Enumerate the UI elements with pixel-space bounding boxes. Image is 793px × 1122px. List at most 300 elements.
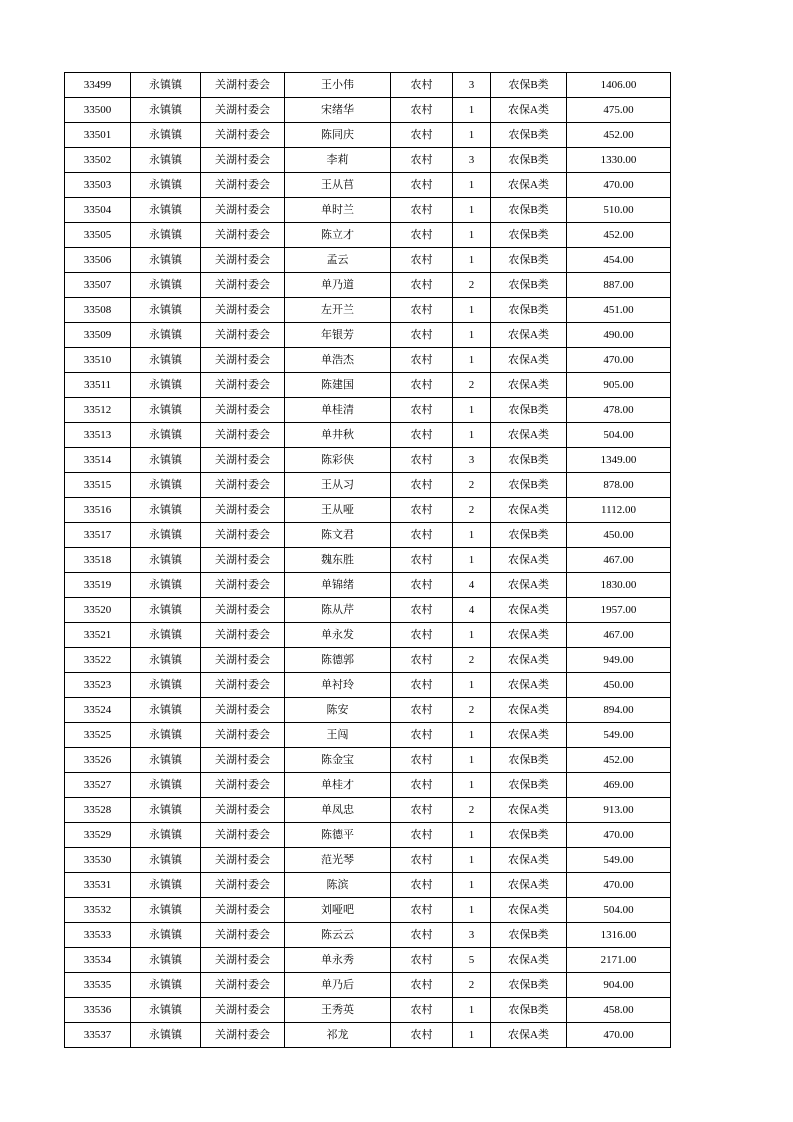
cell-insurance-type: 农保A类 xyxy=(491,598,567,623)
cell-person-count: 2 xyxy=(453,473,491,498)
table-row xyxy=(65,948,671,973)
cell-insurance-type: 农保B类 xyxy=(491,273,567,298)
cell-town: 永镇镇 xyxy=(131,673,201,698)
cell-record-id: 33529 xyxy=(65,823,131,848)
cell-residence-type: 农村 xyxy=(391,98,453,123)
cell-person-count: 1 xyxy=(453,748,491,773)
cell-town: 永镇镇 xyxy=(131,623,201,648)
cell-record-id: 33513 xyxy=(65,423,131,448)
cell-insurance-type: 农保A类 xyxy=(491,548,567,573)
cell-town: 永镇镇 xyxy=(131,998,201,1023)
cell-residence-type: 农村 xyxy=(391,198,453,223)
cell-person-count: 2 xyxy=(453,273,491,298)
cell-person-count: 1 xyxy=(453,173,491,198)
cell-person-name: 王从苢 xyxy=(285,173,391,198)
table-row xyxy=(65,823,671,848)
cell-residence-type: 农村 xyxy=(391,148,453,173)
cell-record-id: 33509 xyxy=(65,323,131,348)
cell-person-count: 3 xyxy=(453,448,491,473)
cell-person-name: 王小伟 xyxy=(285,73,391,98)
cell-town: 永镇镇 xyxy=(131,723,201,748)
cell-person-name: 王从哑 xyxy=(285,498,391,523)
cell-person-name: 单浩杰 xyxy=(285,348,391,373)
cell-amount: 894.00 xyxy=(567,698,671,723)
cell-record-id: 33527 xyxy=(65,773,131,798)
cell-village-committee: 关湖村委会 xyxy=(201,73,285,98)
cell-person-count: 1 xyxy=(453,998,491,1023)
cell-person-name: 左开兰 xyxy=(285,298,391,323)
cell-village-committee: 关湖村委会 xyxy=(201,98,285,123)
table-row xyxy=(65,998,671,1023)
table-row xyxy=(65,373,671,398)
cell-record-id: 33500 xyxy=(65,98,131,123)
cell-residence-type: 农村 xyxy=(391,623,453,648)
cell-residence-type: 农村 xyxy=(391,123,453,148)
cell-residence-type: 农村 xyxy=(391,498,453,523)
cell-residence-type: 农村 xyxy=(391,398,453,423)
table-row xyxy=(65,973,671,998)
cell-residence-type: 农村 xyxy=(391,998,453,1023)
cell-residence-type: 农村 xyxy=(391,698,453,723)
cell-residence-type: 农村 xyxy=(391,923,453,948)
cell-person-name: 陈立才 xyxy=(285,223,391,248)
cell-village-committee: 关湖村委会 xyxy=(201,923,285,948)
cell-town: 永镇镇 xyxy=(131,823,201,848)
cell-town: 永镇镇 xyxy=(131,473,201,498)
cell-person-count: 1 xyxy=(453,1023,491,1048)
cell-person-name: 陈建国 xyxy=(285,373,391,398)
cell-record-id: 33511 xyxy=(65,373,131,398)
cell-person-name: 单衬玲 xyxy=(285,673,391,698)
cell-person-name: 宋绪华 xyxy=(285,98,391,123)
cell-insurance-type: 农保A类 xyxy=(491,698,567,723)
cell-person-name: 单锦绪 xyxy=(285,573,391,598)
cell-record-id: 33505 xyxy=(65,223,131,248)
cell-residence-type: 农村 xyxy=(391,548,453,573)
table-row xyxy=(65,723,671,748)
cell-town: 永镇镇 xyxy=(131,1023,201,1048)
cell-record-id: 33499 xyxy=(65,73,131,98)
cell-amount: 887.00 xyxy=(567,273,671,298)
cell-insurance-type: 农保B类 xyxy=(491,448,567,473)
cell-village-committee: 关湖村委会 xyxy=(201,398,285,423)
cell-insurance-type: 农保A类 xyxy=(491,498,567,523)
cell-person-count: 1 xyxy=(453,523,491,548)
cell-amount: 1330.00 xyxy=(567,148,671,173)
cell-person-count: 1 xyxy=(453,548,491,573)
cell-person-name: 陈安 xyxy=(285,698,391,723)
cell-person-name: 范光琴 xyxy=(285,848,391,873)
cell-insurance-type: 农保A类 xyxy=(491,798,567,823)
table-row xyxy=(65,548,671,573)
cell-village-committee: 关湖村委会 xyxy=(201,523,285,548)
cell-record-id: 33524 xyxy=(65,698,131,723)
cell-insurance-type: 农保B类 xyxy=(491,223,567,248)
cell-person-name: 单乃后 xyxy=(285,973,391,998)
table-row xyxy=(65,473,671,498)
cell-amount: 475.00 xyxy=(567,98,671,123)
cell-record-id: 33526 xyxy=(65,748,131,773)
cell-town: 永镇镇 xyxy=(131,798,201,823)
cell-amount: 504.00 xyxy=(567,898,671,923)
cell-person-count: 5 xyxy=(453,948,491,973)
cell-amount: 458.00 xyxy=(567,998,671,1023)
cell-record-id: 33531 xyxy=(65,873,131,898)
cell-record-id: 33514 xyxy=(65,448,131,473)
cell-amount: 2171.00 xyxy=(567,948,671,973)
cell-amount: 451.00 xyxy=(567,298,671,323)
cell-person-name: 单乃道 xyxy=(285,273,391,298)
cell-residence-type: 农村 xyxy=(391,1023,453,1048)
cell-person-name: 单凤忠 xyxy=(285,798,391,823)
cell-amount: 450.00 xyxy=(567,523,671,548)
cell-residence-type: 农村 xyxy=(391,648,453,673)
cell-insurance-type: 农保B类 xyxy=(491,823,567,848)
cell-town: 永镇镇 xyxy=(131,223,201,248)
cell-village-committee: 关湖村委会 xyxy=(201,848,285,873)
cell-town: 永镇镇 xyxy=(131,123,201,148)
table-row xyxy=(65,873,671,898)
cell-village-committee: 关湖村委会 xyxy=(201,148,285,173)
cell-insurance-type: 农保B类 xyxy=(491,923,567,948)
cell-village-committee: 关湖村委会 xyxy=(201,598,285,623)
cell-insurance-type: 农保B类 xyxy=(491,73,567,98)
table-row xyxy=(65,648,671,673)
cell-person-name: 陈彩侠 xyxy=(285,448,391,473)
cell-residence-type: 农村 xyxy=(391,348,453,373)
cell-person-count: 1 xyxy=(453,98,491,123)
cell-village-committee: 关湖村委会 xyxy=(201,248,285,273)
cell-person-name: 陈同庆 xyxy=(285,123,391,148)
cell-amount: 467.00 xyxy=(567,548,671,573)
cell-person-name: 王闯 xyxy=(285,723,391,748)
cell-town: 永镇镇 xyxy=(131,273,201,298)
cell-town: 永镇镇 xyxy=(131,498,201,523)
cell-amount: 490.00 xyxy=(567,323,671,348)
table-row xyxy=(65,1023,671,1048)
cell-insurance-type: 农保A类 xyxy=(491,173,567,198)
cell-town: 永镇镇 xyxy=(131,898,201,923)
cell-residence-type: 农村 xyxy=(391,873,453,898)
cell-residence-type: 农村 xyxy=(391,448,453,473)
table-row xyxy=(65,398,671,423)
cell-record-id: 33521 xyxy=(65,623,131,648)
cell-residence-type: 农村 xyxy=(391,373,453,398)
cell-person-name: 陈金宝 xyxy=(285,748,391,773)
cell-insurance-type: 农保A类 xyxy=(491,348,567,373)
cell-town: 永镇镇 xyxy=(131,248,201,273)
cell-record-id: 33512 xyxy=(65,398,131,423)
cell-record-id: 33525 xyxy=(65,723,131,748)
cell-village-committee: 关湖村委会 xyxy=(201,1023,285,1048)
cell-amount: 1316.00 xyxy=(567,923,671,948)
cell-person-count: 1 xyxy=(453,898,491,923)
cell-record-id: 33517 xyxy=(65,523,131,548)
cell-person-name: 孟云 xyxy=(285,248,391,273)
cell-person-count: 1 xyxy=(453,873,491,898)
cell-person-count: 1 xyxy=(453,323,491,348)
cell-record-id: 33533 xyxy=(65,923,131,948)
cell-record-id: 33520 xyxy=(65,598,131,623)
cell-residence-type: 农村 xyxy=(391,773,453,798)
cell-person-count: 4 xyxy=(453,598,491,623)
cell-village-committee: 关湖村委会 xyxy=(201,198,285,223)
cell-insurance-type: 农保B类 xyxy=(491,148,567,173)
cell-town: 永镇镇 xyxy=(131,73,201,98)
cell-town: 永镇镇 xyxy=(131,873,201,898)
cell-person-name: 刘哑吧 xyxy=(285,898,391,923)
cell-insurance-type: 农保B类 xyxy=(491,473,567,498)
cell-village-committee: 关湖村委会 xyxy=(201,773,285,798)
cell-village-committee: 关湖村委会 xyxy=(201,673,285,698)
cell-amount: 905.00 xyxy=(567,373,671,398)
cell-person-count: 2 xyxy=(453,648,491,673)
table-row xyxy=(65,348,671,373)
cell-person-count: 1 xyxy=(453,348,491,373)
cell-person-count: 2 xyxy=(453,373,491,398)
cell-residence-type: 农村 xyxy=(391,73,453,98)
cell-village-committee: 关湖村委会 xyxy=(201,123,285,148)
table-row xyxy=(65,923,671,948)
cell-person-name: 陈德郭 xyxy=(285,648,391,673)
cell-record-id: 33536 xyxy=(65,998,131,1023)
cell-village-committee: 关湖村委会 xyxy=(201,373,285,398)
cell-record-id: 33535 xyxy=(65,973,131,998)
cell-amount: 1112.00 xyxy=(567,498,671,523)
table-row xyxy=(65,273,671,298)
table-row xyxy=(65,198,671,223)
table-row xyxy=(65,98,671,123)
cell-person-name: 单桂清 xyxy=(285,398,391,423)
cell-person-name: 陈从芹 xyxy=(285,598,391,623)
table-row xyxy=(65,298,671,323)
cell-person-count: 2 xyxy=(453,973,491,998)
cell-village-committee: 关湖村委会 xyxy=(201,698,285,723)
cell-insurance-type: 农保A类 xyxy=(491,573,567,598)
cell-amount: 904.00 xyxy=(567,973,671,998)
cell-insurance-type: 农保A类 xyxy=(491,723,567,748)
cell-residence-type: 农村 xyxy=(391,248,453,273)
table-row xyxy=(65,598,671,623)
cell-person-count: 1 xyxy=(453,673,491,698)
cell-person-count: 1 xyxy=(453,248,491,273)
cell-record-id: 33507 xyxy=(65,273,131,298)
cell-amount: 549.00 xyxy=(567,848,671,873)
cell-person-count: 1 xyxy=(453,123,491,148)
cell-insurance-type: 农保A类 xyxy=(491,373,567,398)
cell-residence-type: 农村 xyxy=(391,748,453,773)
cell-village-committee: 关湖村委会 xyxy=(201,323,285,348)
cell-amount: 470.00 xyxy=(567,348,671,373)
cell-insurance-type: 农保B类 xyxy=(491,998,567,1023)
cell-village-committee: 关湖村委会 xyxy=(201,548,285,573)
cell-record-id: 33501 xyxy=(65,123,131,148)
cell-insurance-type: 农保A类 xyxy=(491,648,567,673)
cell-town: 永镇镇 xyxy=(131,448,201,473)
cell-village-committee: 关湖村委会 xyxy=(201,423,285,448)
cell-town: 永镇镇 xyxy=(131,698,201,723)
cell-insurance-type: 农保A类 xyxy=(491,898,567,923)
cell-person-count: 1 xyxy=(453,848,491,873)
cell-residence-type: 农村 xyxy=(391,673,453,698)
cell-village-committee: 关湖村委会 xyxy=(201,973,285,998)
cell-amount: 450.00 xyxy=(567,673,671,698)
table-row xyxy=(65,123,671,148)
table-row xyxy=(65,73,671,98)
table-row xyxy=(65,173,671,198)
table-row xyxy=(65,498,671,523)
cell-insurance-type: 农保A类 xyxy=(491,1023,567,1048)
cell-person-name: 陈文君 xyxy=(285,523,391,548)
cell-residence-type: 农村 xyxy=(391,173,453,198)
cell-amount: 452.00 xyxy=(567,223,671,248)
cell-record-id: 33532 xyxy=(65,898,131,923)
cell-town: 永镇镇 xyxy=(131,748,201,773)
cell-town: 永镇镇 xyxy=(131,348,201,373)
cell-record-id: 33522 xyxy=(65,648,131,673)
cell-town: 永镇镇 xyxy=(131,423,201,448)
cell-town: 永镇镇 xyxy=(131,923,201,948)
cell-person-count: 1 xyxy=(453,823,491,848)
cell-amount: 454.00 xyxy=(567,248,671,273)
table-row xyxy=(65,673,671,698)
cell-insurance-type: 农保B类 xyxy=(491,398,567,423)
cell-person-count: 3 xyxy=(453,73,491,98)
cell-residence-type: 农村 xyxy=(391,948,453,973)
cell-person-count: 1 xyxy=(453,623,491,648)
cell-insurance-type: 农保A类 xyxy=(491,623,567,648)
cell-amount: 1830.00 xyxy=(567,573,671,598)
cell-amount: 913.00 xyxy=(567,798,671,823)
cell-amount: 949.00 xyxy=(567,648,671,673)
cell-village-committee: 关湖村委会 xyxy=(201,623,285,648)
cell-record-id: 33504 xyxy=(65,198,131,223)
cell-town: 永镇镇 xyxy=(131,398,201,423)
cell-town: 永镇镇 xyxy=(131,323,201,348)
cell-record-id: 33503 xyxy=(65,173,131,198)
cell-person-count: 1 xyxy=(453,423,491,448)
cell-residence-type: 农村 xyxy=(391,798,453,823)
table-row xyxy=(65,748,671,773)
cell-residence-type: 农村 xyxy=(391,223,453,248)
cell-amount: 469.00 xyxy=(567,773,671,798)
cell-person-name: 年银芳 xyxy=(285,323,391,348)
cell-insurance-type: 农保B类 xyxy=(491,298,567,323)
cell-record-id: 33528 xyxy=(65,798,131,823)
table-row xyxy=(65,223,671,248)
cell-residence-type: 农村 xyxy=(391,298,453,323)
cell-person-name: 王秀英 xyxy=(285,998,391,1023)
cell-record-id: 33530 xyxy=(65,848,131,873)
cell-village-committee: 关湖村委会 xyxy=(201,648,285,673)
cell-person-count: 1 xyxy=(453,198,491,223)
cell-insurance-type: 农保B类 xyxy=(491,748,567,773)
table-row xyxy=(65,323,671,348)
cell-village-committee: 关湖村委会 xyxy=(201,273,285,298)
cell-record-id: 33515 xyxy=(65,473,131,498)
cell-insurance-type: 农保A类 xyxy=(491,948,567,973)
cell-person-count: 1 xyxy=(453,223,491,248)
cell-record-id: 33523 xyxy=(65,673,131,698)
cell-village-committee: 关湖村委会 xyxy=(201,473,285,498)
cell-insurance-type: 农保A类 xyxy=(491,323,567,348)
cell-residence-type: 农村 xyxy=(391,723,453,748)
cell-person-name: 陈德平 xyxy=(285,823,391,848)
cell-town: 永镇镇 xyxy=(131,523,201,548)
cell-residence-type: 农村 xyxy=(391,573,453,598)
cell-amount: 470.00 xyxy=(567,873,671,898)
table-row xyxy=(65,423,671,448)
cell-insurance-type: 农保B类 xyxy=(491,973,567,998)
cell-record-id: 33537 xyxy=(65,1023,131,1048)
cell-village-committee: 关湖村委会 xyxy=(201,873,285,898)
cell-amount: 1406.00 xyxy=(567,73,671,98)
cell-amount: 478.00 xyxy=(567,398,671,423)
cell-insurance-type: 农保A类 xyxy=(491,873,567,898)
cell-person-count: 2 xyxy=(453,698,491,723)
cell-insurance-type: 农保A类 xyxy=(491,98,567,123)
cell-village-committee: 关湖村委会 xyxy=(201,798,285,823)
cell-person-name: 王从习 xyxy=(285,473,391,498)
cell-amount: 1957.00 xyxy=(567,598,671,623)
cell-amount: 878.00 xyxy=(567,473,671,498)
cell-amount: 470.00 xyxy=(567,1023,671,1048)
cell-person-name: 单永秀 xyxy=(285,948,391,973)
cell-person-count: 3 xyxy=(453,148,491,173)
cell-residence-type: 农村 xyxy=(391,848,453,873)
cell-person-name: 陈云云 xyxy=(285,923,391,948)
cell-record-id: 33534 xyxy=(65,948,131,973)
table-row xyxy=(65,248,671,273)
cell-town: 永镇镇 xyxy=(131,548,201,573)
cell-insurance-type: 农保B类 xyxy=(491,248,567,273)
cell-record-id: 33519 xyxy=(65,573,131,598)
table-row xyxy=(65,148,671,173)
cell-insurance-type: 农保B类 xyxy=(491,523,567,548)
cell-person-count: 4 xyxy=(453,573,491,598)
cell-person-name: 单桂才 xyxy=(285,773,391,798)
cell-record-id: 33516 xyxy=(65,498,131,523)
cell-person-count: 3 xyxy=(453,923,491,948)
cell-amount: 504.00 xyxy=(567,423,671,448)
cell-insurance-type: 农保A类 xyxy=(491,848,567,873)
cell-town: 永镇镇 xyxy=(131,948,201,973)
cell-person-name: 单永发 xyxy=(285,623,391,648)
cell-amount: 467.00 xyxy=(567,623,671,648)
table-row xyxy=(65,623,671,648)
cell-person-count: 2 xyxy=(453,798,491,823)
cell-person-name: 陈滨 xyxy=(285,873,391,898)
cell-residence-type: 农村 xyxy=(391,273,453,298)
cell-village-committee: 关湖村委会 xyxy=(201,898,285,923)
cell-person-name: 李莉 xyxy=(285,148,391,173)
table-row xyxy=(65,898,671,923)
cell-town: 永镇镇 xyxy=(131,848,201,873)
cell-residence-type: 农村 xyxy=(391,898,453,923)
cell-town: 永镇镇 xyxy=(131,298,201,323)
cell-amount: 549.00 xyxy=(567,723,671,748)
table-row xyxy=(65,448,671,473)
cell-town: 永镇镇 xyxy=(131,373,201,398)
cell-town: 永镇镇 xyxy=(131,173,201,198)
cell-village-committee: 关湖村委会 xyxy=(201,498,285,523)
cell-insurance-type: 农保A类 xyxy=(491,673,567,698)
cell-residence-type: 农村 xyxy=(391,598,453,623)
cell-person-name: 单井秋 xyxy=(285,423,391,448)
table-row xyxy=(65,698,671,723)
table-row xyxy=(65,773,671,798)
cell-village-committee: 关湖村委会 xyxy=(201,948,285,973)
